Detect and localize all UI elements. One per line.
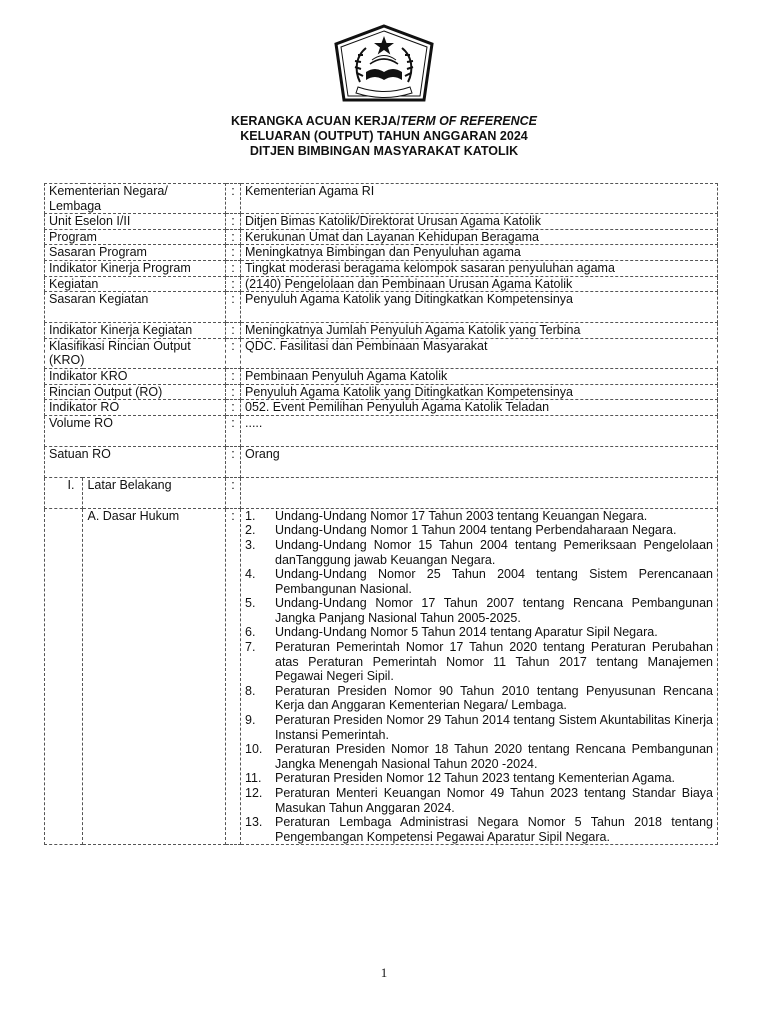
table-row: [45, 323, 718, 339]
list-number: 6.: [245, 625, 256, 640]
reference-table: [44, 183, 718, 845]
table-row: [45, 229, 718, 245]
section-header-row: [45, 477, 718, 508]
row-label: Kementerian Negara/ Lembaga: [45, 184, 226, 214]
list-text: Undang-Undang Nomor 15 Tahun 2004 tentang Pemeriksaan Pengelolaan danTanggung jawab Keuangan Negara.: [275, 537, 713, 567]
list-text: Undang-Undang Nomor 17 Tahun 2007 tentang Rencana Pembangunan Jangka Panjang Nasional Tahun 2005-2025.: [275, 596, 713, 625]
list-item: [245, 538, 713, 567]
row-value: Pembinaan Penyuluh Agama Katolik: [241, 368, 718, 384]
list-item: [245, 567, 713, 596]
row-label: Satuan RO: [45, 446, 226, 477]
list-text: Peraturan Presiden Nomor 90 Tahun 2010 tentang Penyusunan Rencana Kerja dan Anggaran Kementerian Negara/ Lembaga.: [275, 683, 713, 713]
row-label: Kegiatan: [45, 276, 226, 292]
table-row: [45, 245, 718, 261]
row-label: Klasifikasi Rincian Output (KRO): [45, 338, 226, 368]
section-colon: :: [226, 477, 241, 508]
row-colon: :: [226, 323, 241, 339]
list-item: [245, 786, 713, 815]
row-colon: :: [226, 446, 241, 477]
row-value: Kerukunan Umat dan Layanan Kehidupan Beragama: [241, 229, 718, 245]
row-value: Kementerian Agama RI: [241, 184, 718, 214]
row-label: Indikator KRO: [45, 368, 226, 384]
legal-basis-title: A. Dasar Hukum: [83, 508, 226, 845]
row-colon: :: [226, 338, 241, 368]
list-number: 1.: [245, 508, 256, 523]
list-number: 11.: [245, 771, 262, 786]
list-number: 8.: [245, 683, 256, 698]
title-line-1: KERANGKA ACUAN KERJA/TERM OF REFERENCE: [230, 114, 538, 128]
row-value: Penyuluh Agama Katolik yang Ditingkatkan Kompetensinya: [241, 384, 718, 400]
row-label: Unit Eselon I/II: [45, 214, 226, 230]
row-value: QDC. Fasilitasi dan Pembinaan Masyarakat: [241, 338, 718, 368]
list-number: 5.: [245, 596, 256, 611]
list-number: 10.: [245, 742, 263, 757]
list-number: 13.: [245, 815, 263, 830]
document-title: [0, 114, 768, 159]
row-label: Rincian Output (RO): [45, 384, 226, 400]
list-text: Peraturan Pemerintah Nomor 17 Tahun 2020 tentang Peraturan Perubahan atas Peraturan Pemerintah Nomor 11 Tahun 2017 tentang Manajemen Pegawai Negeri Sipil.: [275, 640, 713, 684]
table-row: [45, 214, 718, 230]
list-text: Peraturan Lembaga Administrasi Negara Nomor 5 Tahun 2018 tentang Pengembangan Kompetensi Pegawai Aparatur Sipil Negara.: [275, 815, 713, 844]
table-row: [45, 400, 718, 416]
title-line-2: KELUARAN (OUTPUT) TAHUN ANGGARAN 2024: [240, 129, 528, 143]
legal-basis-row: [45, 508, 718, 845]
list-number: 7.: [245, 640, 256, 655]
row-value: Meningkatnya Bimbingan dan Penyuluhan agama: [241, 245, 718, 261]
list-item: [245, 713, 713, 742]
list-number: 2.: [245, 523, 256, 538]
list-item: [245, 742, 713, 771]
list-text: Undang-Undang Nomor 25 Tahun 2004 tentang Sistem Perencanaan Pembangunan Nasional.: [275, 567, 713, 596]
row-value: Orang: [241, 446, 718, 477]
list-text: Peraturan Presiden Nomor 29 Tahun 2014 tentang Sistem Akuntabilitas Kinerja Instansi Pemerintah.: [275, 713, 713, 742]
row-colon: :: [226, 229, 241, 245]
row-label: Indikator Kinerja Kegiatan: [45, 323, 226, 339]
row-colon: :: [226, 214, 241, 230]
table-row: [45, 260, 718, 276]
list-number: 4.: [245, 567, 256, 582]
list-item: [245, 523, 713, 538]
row-colon: :: [226, 292, 241, 323]
row-value: 052. Event Pemilihan Penyuluh Agama Katolik Teladan: [241, 400, 718, 416]
list-text: Peraturan Presiden Nomor 12 Tahun 2023 tentang Kementerian Agama.: [275, 771, 676, 786]
row-colon: :: [226, 400, 241, 416]
list-number: 9.: [245, 713, 256, 728]
list-number: 12.: [245, 786, 263, 800]
row-value: Tingkat moderasi beragama kelompok sasaran penyuluhan agama: [241, 260, 718, 276]
title-line-3: DITJEN BIMBINGAN MASYARAKAT KATOLIK: [249, 144, 519, 158]
legal-basis-cell: [241, 508, 718, 845]
table-row: [45, 415, 718, 446]
table-row: [45, 276, 718, 292]
row-label: Program: [45, 229, 226, 245]
list-text: Undang-Undang Nomor 17 Tahun 2003 tentang Keuangan Negara.: [275, 508, 648, 523]
list-text: Peraturan Presiden Nomor 18 Tahun 2020 tentang Rencana Pembangunan Jangka Menengah Nasional Tahun 2020 -2024.: [275, 742, 713, 771]
list-number: 3.: [245, 537, 256, 552]
table-row: [45, 368, 718, 384]
list-text: Undang-Undang Nomor 1 Tahun 2004 tentang Perbendaharaan Negara.: [275, 523, 677, 538]
legal-basis-colon: :: [226, 508, 241, 845]
list-item: [245, 509, 713, 524]
table-row: [45, 338, 718, 368]
list-item: [245, 684, 713, 713]
list-text: Undang-Undang Nomor 5 Tahun 2014 tentang Aparatur Sipil Negara.: [275, 625, 658, 640]
ministry-of-religious-affairs-logo: [332, 24, 436, 106]
list-item: [245, 640, 713, 684]
list-text: Peraturan Menteri Keuangan Nomor 49 Tahun 2023 tentang Standar Biaya Masukan Tahun Anggaran 2024.: [275, 786, 713, 815]
row-label: Indikator Kinerja Program: [45, 260, 226, 276]
row-colon: :: [226, 260, 241, 276]
row-colon: :: [226, 276, 241, 292]
section-title: Latar Belakang: [83, 477, 226, 508]
list-item: [245, 815, 713, 844]
page-number: 1: [380, 965, 388, 980]
section-empty-cell: [241, 477, 718, 508]
row-value: .....: [241, 415, 718, 446]
row-value: (2140) Pengelolaan dan Pembinaan Urusan Agama Katolik: [241, 276, 718, 292]
list-item: [245, 596, 713, 625]
row-value: Meningkatnya Jumlah Penyuluh Agama Katolik yang Terbina: [241, 323, 718, 339]
table-row: [45, 384, 718, 400]
row-colon: :: [226, 384, 241, 400]
section-number: I.: [45, 477, 83, 508]
row-colon: :: [226, 184, 241, 214]
row-label: Volume RO: [45, 415, 226, 446]
row-label: Sasaran Program: [45, 245, 226, 261]
table-row: [45, 184, 718, 214]
title-italic: TERM OF REFERENCE: [400, 114, 538, 128]
row-label: Sasaran Kegiatan: [45, 292, 226, 323]
list-item: [245, 625, 713, 640]
row-label: Indikator RO: [45, 400, 226, 416]
row-colon: :: [226, 415, 241, 446]
row-value: Penyuluh Agama Katolik yang Ditingkatkan Kompetensinya: [241, 292, 718, 323]
table-row: [45, 446, 718, 477]
row-value: Ditjen Bimas Katolik/Direktorat Urusan Agama Katolik: [241, 214, 718, 230]
row-colon: :: [226, 245, 241, 261]
spacer-cell: [45, 508, 83, 845]
row-colon: :: [226, 368, 241, 384]
list-item: [245, 771, 713, 786]
table-row: [45, 292, 718, 323]
legal-basis-list: [245, 509, 713, 845]
